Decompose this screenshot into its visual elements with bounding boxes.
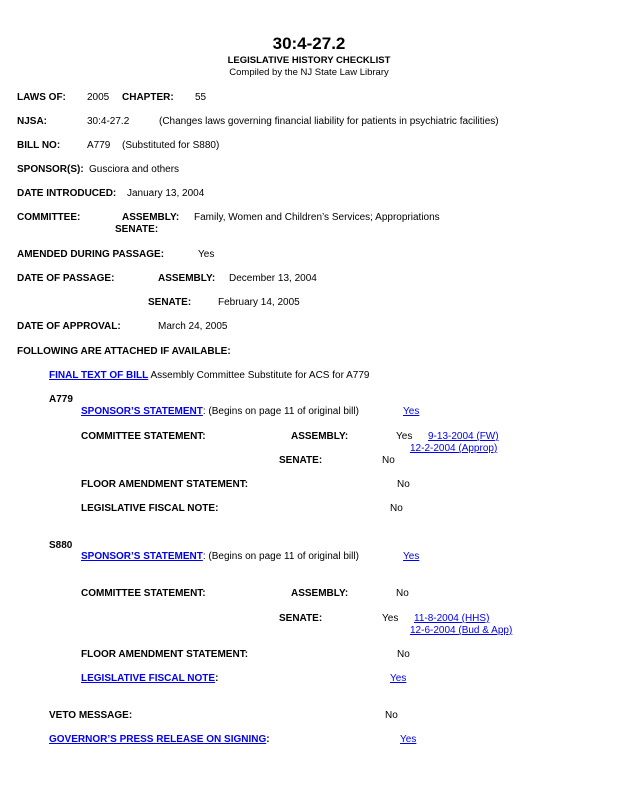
date-introduced-value: January 13, 2004 xyxy=(127,188,205,199)
a779-sponsor-row xyxy=(81,406,359,418)
a779-fiscal-note-value: No xyxy=(390,503,403,514)
passage-assembly-value: December 13, 2004 xyxy=(229,273,317,284)
a779-fiscal-note-label: LEGISLATIVE FISCAL NOTE: xyxy=(81,503,219,514)
final-text-description: Assembly Committee Substitute for ACS for A779 xyxy=(150,370,370,381)
s880-committee-senate-value: Yes xyxy=(382,613,399,624)
s880-committee-assembly-label: ASSEMBLY: xyxy=(291,588,349,599)
s880-senate-statement-link-1[interactable]: 11-8-2004 (HHS) xyxy=(414,613,490,624)
a779-sponsor-description: : (Begins on page 11 of original bill) xyxy=(202,406,359,417)
date-of-approval-label: DATE OF APPROVAL: xyxy=(17,321,121,332)
a779-committee-senate-value: No xyxy=(382,455,395,466)
veto-message-label: VETO MESSAGE: xyxy=(49,710,133,721)
s880-fiscal-note-yes-link[interactable]: Yes xyxy=(390,673,407,684)
s880-sponsor-statement-link[interactable]: SPONSOR’S STATEMENT xyxy=(81,551,203,562)
a779-committee-assembly-value: Yes xyxy=(396,431,413,442)
njsa-description: (Changes laws governing financial liability for patients in psychiatric facilities) xyxy=(159,116,499,127)
a779-committee-label: COMMITTEE STATEMENT: xyxy=(81,431,206,442)
final-text-row xyxy=(49,370,369,382)
laws-of-label: LAWS OF: xyxy=(17,92,66,103)
passage-assembly-label: ASSEMBLY: xyxy=(158,273,216,284)
a779-committee-assembly-label: ASSEMBLY: xyxy=(291,431,349,442)
a779-floor-amendment-label: FLOOR AMENDMENT STATEMENT: xyxy=(81,479,249,490)
a779-floor-amendment-value: No xyxy=(397,479,410,490)
date-of-passage-label: DATE OF PASSAGE: xyxy=(17,273,115,284)
s880-senate-statement-link-2[interactable]: 12-6-2004 (Bud & App) xyxy=(410,625,513,636)
committee-assembly-value: Family, Women and Children’s Services; Appropriations xyxy=(194,212,440,223)
compiled-by: Compiled by the NJ State Law Library xyxy=(229,67,389,78)
laws-of-year: 2005 xyxy=(87,92,110,103)
governor-press-release-row xyxy=(49,734,270,746)
document-subtitle: LEGISLATIVE HISTORY CHECKLIST xyxy=(227,55,391,66)
governor-press-release-colon: : xyxy=(266,734,270,745)
passage-senate-value: February 14, 2005 xyxy=(218,297,300,308)
governor-press-release-yes-link[interactable]: Yes xyxy=(400,734,417,745)
passage-senate-label: SENATE: xyxy=(148,297,192,308)
veto-message-value: No xyxy=(385,710,398,721)
amended-value: Yes xyxy=(198,249,215,260)
attached-heading: FOLLOWING ARE ATTACHED IF AVAILABLE: xyxy=(17,346,231,357)
njsa-citation: 30:4-27.2 xyxy=(87,116,130,127)
s880-floor-amendment-value: No xyxy=(397,649,410,660)
s880-committee-assembly-value: No xyxy=(396,588,409,599)
governor-press-release-link[interactable]: GOVERNOR’S PRESS RELEASE ON SIGNING xyxy=(49,734,267,745)
amended-label: AMENDED DURING PASSAGE: xyxy=(17,249,165,260)
s880-fiscal-note-row xyxy=(81,673,218,685)
s880-committee-label: COMMITTEE STATEMENT: xyxy=(81,588,206,599)
committee-label: COMMITTEE: xyxy=(17,212,81,223)
chapter-value: 55 xyxy=(195,92,207,103)
s880-heading: S880 xyxy=(49,540,73,551)
a779-committee-senate-label: SENATE: xyxy=(279,455,323,466)
sponsors-value: Gusciora and others xyxy=(89,164,180,175)
s880-fiscal-note-colon: : xyxy=(215,673,219,684)
s880-sponsor-description: : (Begins on page 11 of original bill) xyxy=(202,551,359,562)
committee-senate-label: SENATE: xyxy=(115,224,159,235)
a779-assembly-statement-link-1[interactable]: 9-13-2004 (FW) xyxy=(428,431,499,442)
a779-sponsor-yes-link[interactable]: Yes xyxy=(403,406,420,417)
s880-sponsor-row xyxy=(81,551,359,563)
s880-floor-amendment-label: FLOOR AMENDMENT STATEMENT: xyxy=(81,649,249,660)
date-introduced-label: DATE INTRODUCED: xyxy=(17,188,117,199)
s880-sponsor-yes-link[interactable]: Yes xyxy=(403,551,420,562)
s880-fiscal-note-link[interactable]: LEGISLATIVE FISCAL NOTE xyxy=(81,673,216,684)
bill-substitution-note: (Substituted for S880) xyxy=(122,140,220,151)
a779-heading: A779 xyxy=(49,394,73,405)
bill-number: A779 xyxy=(87,140,111,151)
s880-committee-senate-label: SENATE: xyxy=(279,613,323,624)
a779-sponsor-statement-link[interactable]: SPONSOR’S STATEMENT xyxy=(81,406,203,417)
chapter-label: CHAPTER: xyxy=(122,92,174,103)
a779-assembly-statement-link-2[interactable]: 12-2-2004 (Approp) xyxy=(410,443,498,454)
document-title: 30:4-27.2 xyxy=(272,34,346,53)
njsa-label: NJSA: xyxy=(17,116,48,127)
date-of-approval-value: March 24, 2005 xyxy=(158,321,228,332)
sponsors-label: SPONSOR(S): xyxy=(17,164,84,175)
bill-no-label: BILL NO: xyxy=(17,140,61,151)
final-text-link[interactable]: FINAL TEXT OF BILL xyxy=(49,370,149,381)
committee-assembly-label: ASSEMBLY: xyxy=(122,212,180,223)
